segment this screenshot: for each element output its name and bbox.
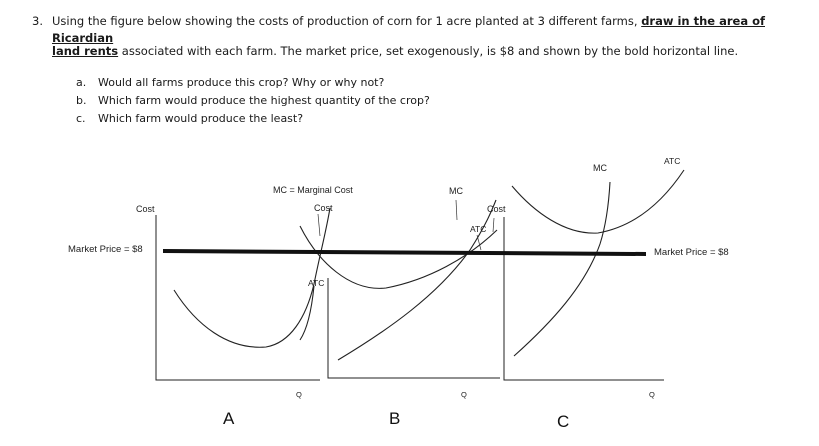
question-number: 3. xyxy=(32,14,43,28)
market-price-line xyxy=(163,251,646,254)
farm-b-letter: B xyxy=(389,409,401,428)
farm-a-q-label: Q xyxy=(296,390,302,399)
farm-b-q-label: Q xyxy=(461,390,467,399)
subquestion-letter: b. xyxy=(76,94,87,107)
farm-b-atc-curve xyxy=(300,226,497,288)
farm-a-atc-label: ATC xyxy=(308,278,325,288)
farm-a-cost-label: Cost xyxy=(136,204,155,214)
market-price-left-label: Market Price = $8 xyxy=(68,244,143,255)
farm-c-atc-curve xyxy=(512,170,684,233)
subquestion-letter: a. xyxy=(76,76,87,89)
farm-b-cost-label: Cost xyxy=(487,204,506,214)
farm-a-axes xyxy=(156,215,320,380)
farm-c-mc-curve xyxy=(514,182,610,356)
farm-b-mc-label: MC xyxy=(449,186,463,196)
subquestion-text: Would all farms produce this crop? Why or why not? xyxy=(98,76,385,89)
farm-a-atc-curve xyxy=(300,286,314,340)
mc-marginal-cost-label: MC = Marginal Cost xyxy=(273,185,353,195)
question-line2-text: associated with each farm. The market price, set exogenously, is $8 and shown by the bold horizontal line. xyxy=(118,44,739,58)
farm-c-axes xyxy=(504,217,664,380)
farm-a-cost-label-2: Cost xyxy=(314,203,333,213)
question-line1-emphasis: draw in the area of Ricardian xyxy=(52,14,765,45)
leader-cost-b xyxy=(493,218,494,232)
farm-c-atc-label: ATC xyxy=(664,156,681,166)
leader-mc-b xyxy=(456,200,457,220)
subquestion-text: Which farm would produce the least? xyxy=(98,112,304,125)
question-line2-emphasis: land rents xyxy=(52,44,119,58)
farm-c-letter: C xyxy=(557,412,570,431)
subquestion-text: Which farm would produce the highest quantity of the crop? xyxy=(98,94,430,107)
farm-b-axes xyxy=(328,278,500,378)
leader-atc-b xyxy=(477,235,481,250)
subquestion-letter: c. xyxy=(76,112,86,125)
farm-a-letter: A xyxy=(223,409,235,428)
farm-b-atc-label: ATC xyxy=(470,224,487,234)
question-line1-text: Using the figure below showing the costs of production of corn for 1 acre planted at 3 different farms, xyxy=(52,14,642,28)
leader-cost-a xyxy=(318,214,320,236)
farm-c-mc-label: MC xyxy=(593,163,607,173)
farm-c-q-label: Q xyxy=(649,390,655,399)
market-price-right-label: Market Price = $8 xyxy=(654,247,729,258)
